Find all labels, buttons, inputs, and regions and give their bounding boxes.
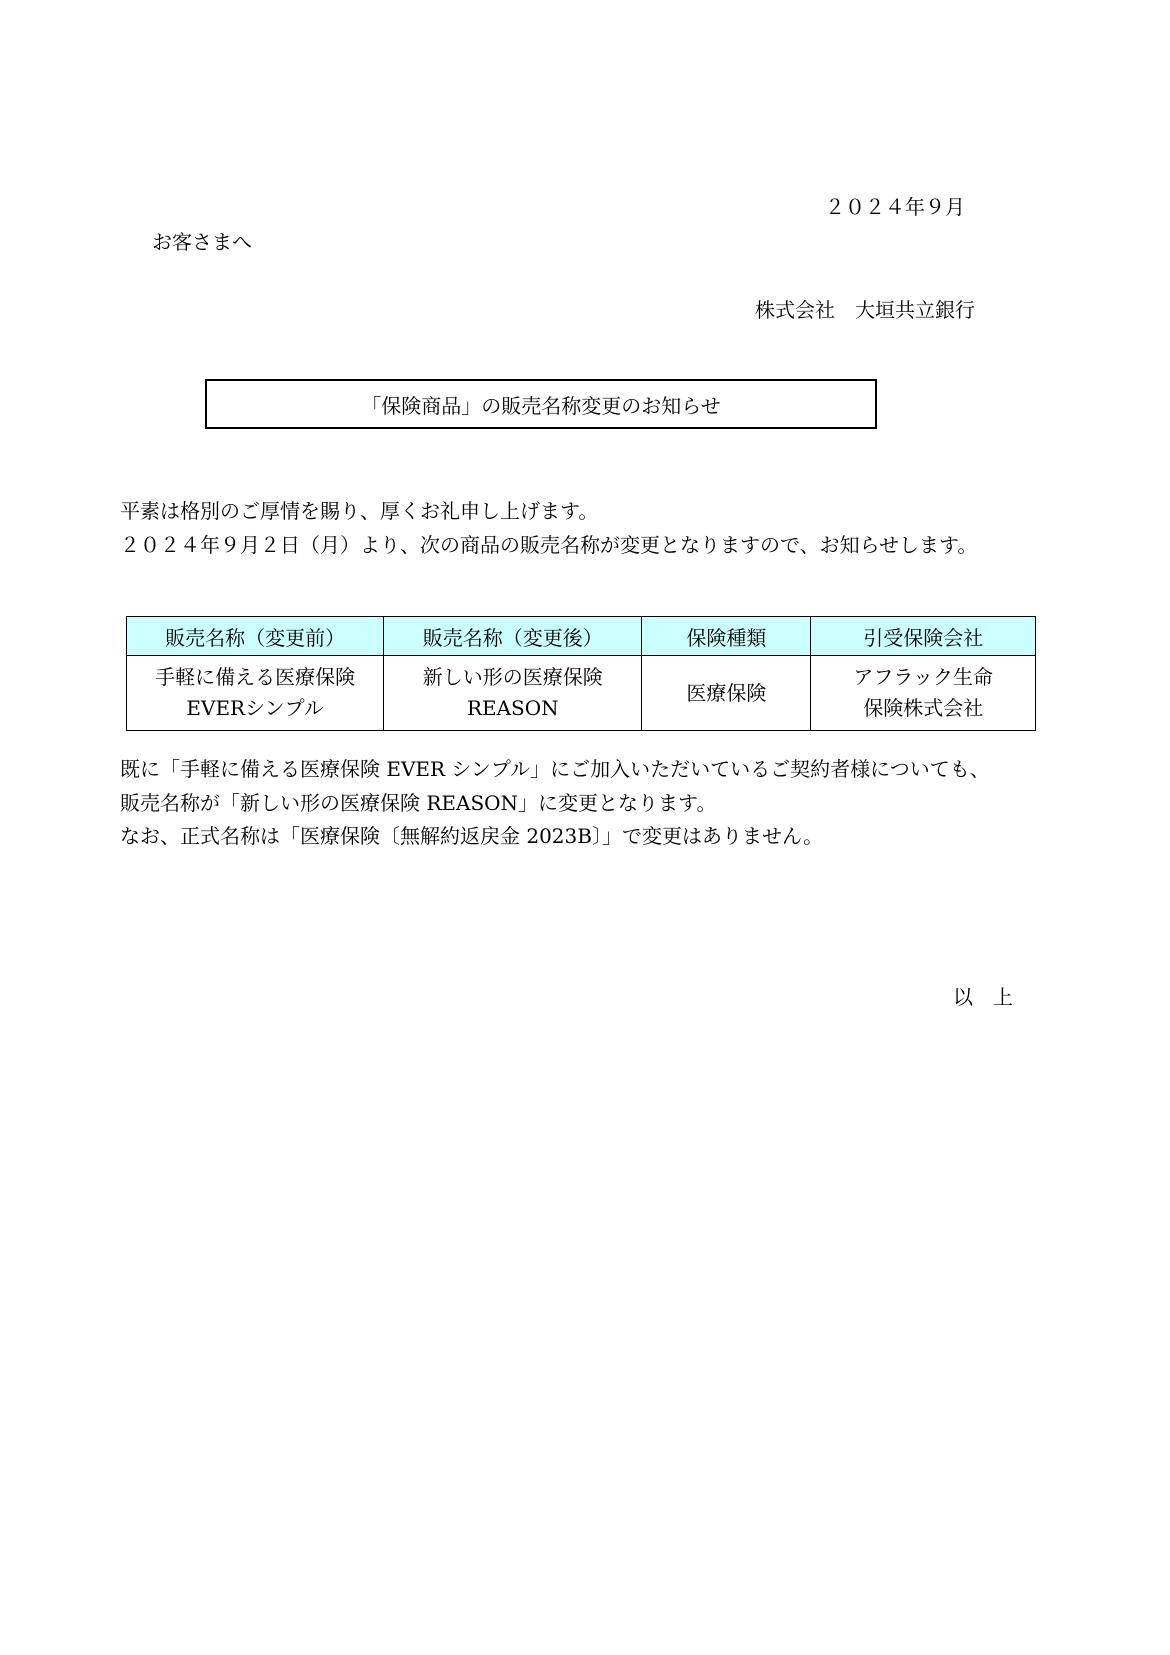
note-line-2: 販売名称が「新しい形の医療保険 REASON」に変更となります。 [120,790,717,815]
recipient-line: お客さまへ [152,230,252,254]
col-header-name-before: 販売名称（変更前） [127,617,384,656]
cell-line: EVERシンプル [186,696,324,720]
cell-underwriter [811,656,1036,731]
announcement-text: ２０２４年９月２日（月）より、次の商品の販売名称が変更となりますので、お知らせします。 [120,533,978,557]
sender-company-line: 株式会社 大垣共立銀行 [755,298,975,322]
cell-name-after [384,656,642,731]
col-header-name-after: 販売名称（変更後） [384,617,642,656]
notes-paragraph [120,753,990,854]
greeting-text: 平素は格別のご厚情を賜り、厚くお礼申し上げます。 [120,499,599,523]
title-box [205,379,877,429]
name-change-table-container [126,616,1036,731]
col-header-underwriter: 引受保険会社 [811,617,1036,656]
cell-line: 新しい形の医療保険 [422,665,603,689]
cell-insurance-type: 医療保険 [642,656,811,731]
document-title: 「保険商品」の販売名称変更のお知らせ [361,393,721,418]
cell-line: アフラック生命 [853,665,994,689]
note-line-3: なお、正式名称は「医療保険〔無解約返戻金 2023B〕」で変更はありません。 [120,824,824,848]
note-line-1: 既に「手軽に備える医療保険 EVER シンプル」にご加入いただいているご契約者様についても、 [120,757,990,781]
document-date: ２０２４年９月 [825,195,965,219]
cell-name-before [127,656,384,731]
name-change-table [126,616,1036,731]
col-header-insurance-type: 保険種類 [642,617,811,656]
table-row [127,656,1036,731]
cell-line: 保険株式会社 [863,696,984,720]
table-header-row [127,617,1036,656]
closing-text: 以 上 [953,985,1013,1009]
cell-line: 手軽に備える医療保険 [155,665,356,689]
cell-line: REASON [466,696,559,720]
